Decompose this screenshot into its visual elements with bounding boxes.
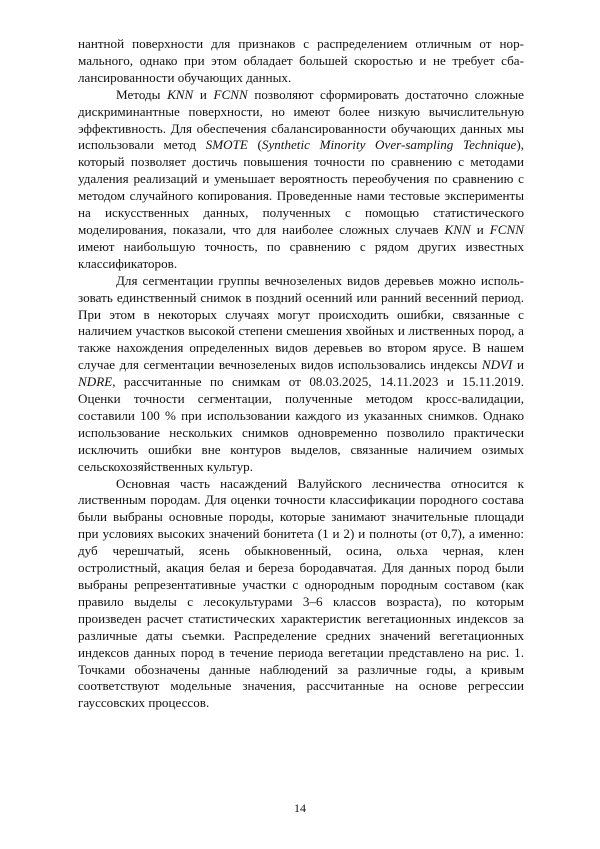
text-run: и	[512, 357, 524, 373]
text-run: и	[193, 86, 214, 102]
italic-term: KNN	[167, 86, 194, 102]
italic-term: NDRE	[78, 374, 113, 390]
paragraph	[78, 87, 524, 273]
text-run: ), который позволяет достичь повышения точности по сравнению с методами удаления реализаций и уменьшает вероятность переобучения по сравнению с методом случайного копирования. Проведенные нами тестовые эксперименты на искусственных данных, полученных с помощью статистического моделирования, показали, что для наиболее сложных случаев	[78, 137, 525, 237]
italic-term: FCNN	[489, 221, 524, 237]
italic-term: FCNN	[213, 86, 248, 102]
paragraph	[78, 476, 524, 713]
text-run: , рассчитанные по снимкам от 08.03.2025, 14.11.2023 и 15.11.2019. Оценки точности сегментации, полученные методом кросс-валидации, составили 100 % при использовании каждого из указанных снимков. Однако использование нескольких снимков одновременно позволило практически исключить ошибки вне контуров выделов, связанные наличием озимых сельскохозяйственных культур.	[78, 374, 524, 474]
text-run: позволяют сформировать достаточно сложные дискриминантные поверхности, но имеют более низкую вычислительную эффективность. Для обеспечения сбалансированности обучающих данных мы использовали метод	[78, 86, 524, 153]
paragraph	[78, 273, 524, 476]
text-run: Методы	[116, 86, 168, 102]
text-run: нантной поверхности для признаков с распределением отличным от нормального, однако при этом обладает большей скоростью и не требует сбалансированности обучающих данных.	[78, 36, 524, 85]
italic-term: Synthetic Minority Over-sampling Technique	[261, 137, 517, 153]
document-body	[78, 36, 524, 712]
paragraph	[78, 36, 524, 87]
italic-term: KNN	[444, 221, 471, 237]
text-run: Основная часть насаждений Валуйского лесничества относится к лиственным породам. Для оценки точности классификации породного состава были выбраны основные породы, которые занимают значительные площади при условиях высоких значений бонитета (1 и 2) и полноты (от 0,7), а именно: дуб черешчатый, ясень обыкновенный, осина, ольха черная, клен остролистный, акация белая и береза бородавчатая. Для данных пород были выбраны репрезентативные участки с однородным породным составом (как правило выделы с лесокультурами 3–6 классов возраста), по которым произведен расчет статистических характеристик вегетационных индексов за различные даты съемки. Распределение средних значений вегетационных индексов данных пород в течение периода вегетации представлено на рис. 1. Точками обозначены данные наблюдений за различные годы, а кривым соответствуют модельные значения, рассчитанные на основе регрессии гауссовских процессов.	[78, 475, 524, 711]
text-run: имеют наибольшую точность, по сравнению с рядом других известных классификаторов.	[78, 238, 524, 271]
italic-term: SMOTE	[205, 137, 248, 153]
page-number: 14	[294, 801, 306, 815]
italic-term: NDVI	[481, 357, 513, 373]
text-run: (	[247, 137, 262, 153]
text-run: и	[470, 221, 490, 237]
text-run: Для сегментации группы вечнозеленых видов деревьев можно использовать единственный снимок в поздний осенний или ранний весенний период. При этом в некоторых случаях могут происходить ошибки, связанные с наличием участков высокой степени смешения хвойных и лиственных пород, а также нахождения определенных видов деревьев во втором ярусе. В нашем случае для сегментации вечнозеленых видов использовались индексы	[78, 272, 524, 373]
